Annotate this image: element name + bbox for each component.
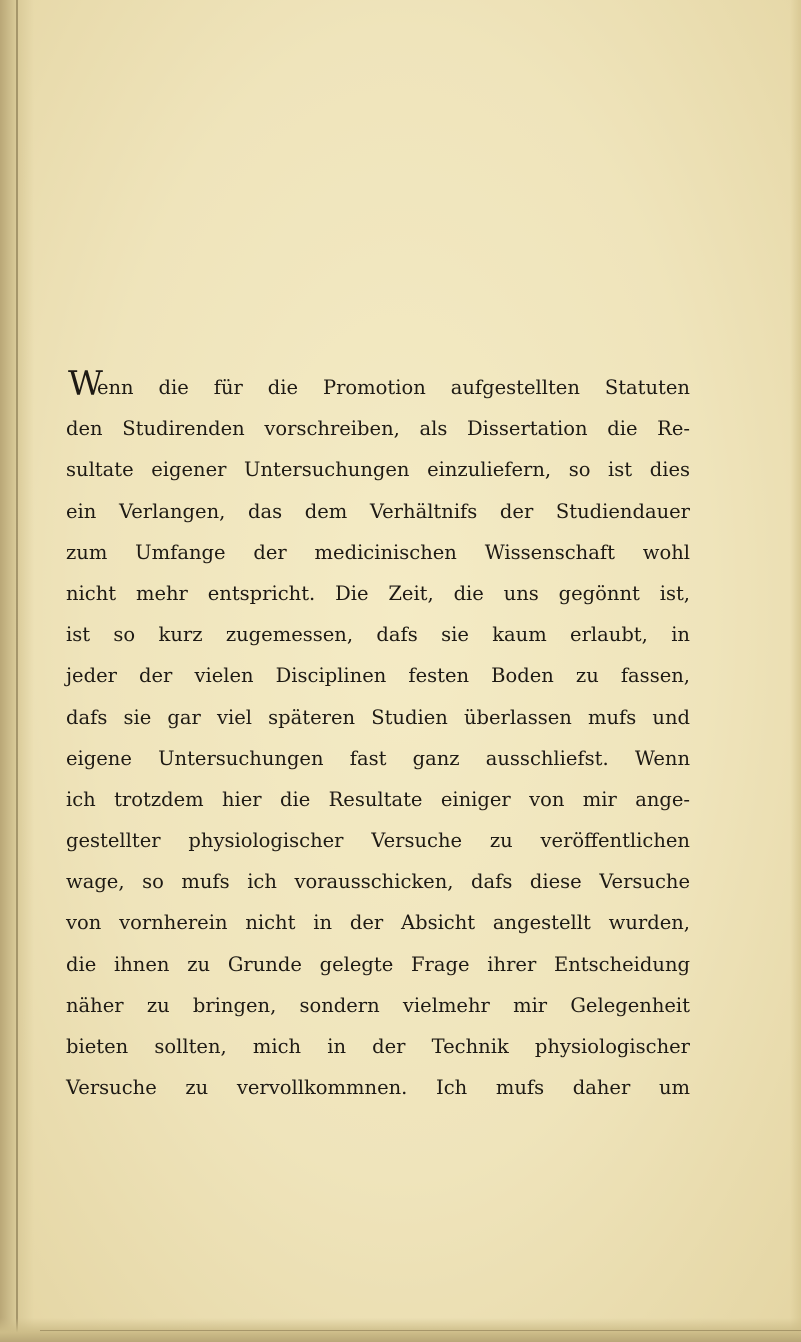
- text-line-1-rest: enn die für die Promotion aufgestellten Statuten: [96, 376, 690, 399]
- body-paragraph: [66, 364, 690, 1108]
- text-line-16: näher zu bringen, sondern vielmehr mir Gelegenheit: [66, 993, 690, 1017]
- text-line-7: ist so kurz zugemessen, dafs sie kaum erlaubt, in: [66, 623, 690, 647]
- binding-edge-line: [16, 0, 18, 1342]
- text-line-14: von vornherein nicht in der Absicht angestellt wurden,: [66, 911, 690, 935]
- text-line-18: Versuche zu vervollkommnen. Ich mufs daher um: [66, 1076, 690, 1100]
- text-line-13: wage, so mufs ich vorausschicken, dafs diese Versuche: [66, 870, 690, 894]
- text-line-12: gestellter physiologischer Versuche zu veröffentlichen: [66, 829, 690, 853]
- text-line-6: nicht mehr entspricht. Die Zeit, die uns gegönnt ist,: [66, 581, 690, 605]
- text-line-9: dafs sie gar viel späteren Studien überlassen mufs und: [66, 705, 690, 729]
- text-line-4: ein Verlangen, das dem Verhältnifs der Studiendauer: [66, 499, 690, 523]
- text-line-11: ich trotzdem hier die Resultate einiger von mir ange-: [66, 787, 690, 811]
- text-line-5: zum Umfange der medicinischen Wissenschaft wohl: [66, 540, 690, 564]
- right-page-edge: [790, 0, 801, 1342]
- bottom-edge-line: [40, 1330, 801, 1331]
- text-line-17: bieten sollten, mich in der Technik physiologischer: [66, 1035, 690, 1058]
- text-line-2: den Studirenden vorschreiben, als Dissertation die Re-: [66, 417, 690, 441]
- text-line-3: sultate eigener Untersuchungen einzuliefern, so ist dies: [66, 458, 690, 482]
- text-line-15: die ihnen zu Grunde gelegte Frage ihrer Entscheidung: [66, 952, 690, 976]
- drop-initial: W: [68, 364, 97, 404]
- text-line-10: eigene Untersuchungen fast ganz ausschliefst. Wenn: [66, 746, 690, 770]
- text-line-1: [66, 364, 690, 408]
- text-line-8: jeder der vielen Disciplinen festen Boden zu fassen,: [66, 664, 690, 688]
